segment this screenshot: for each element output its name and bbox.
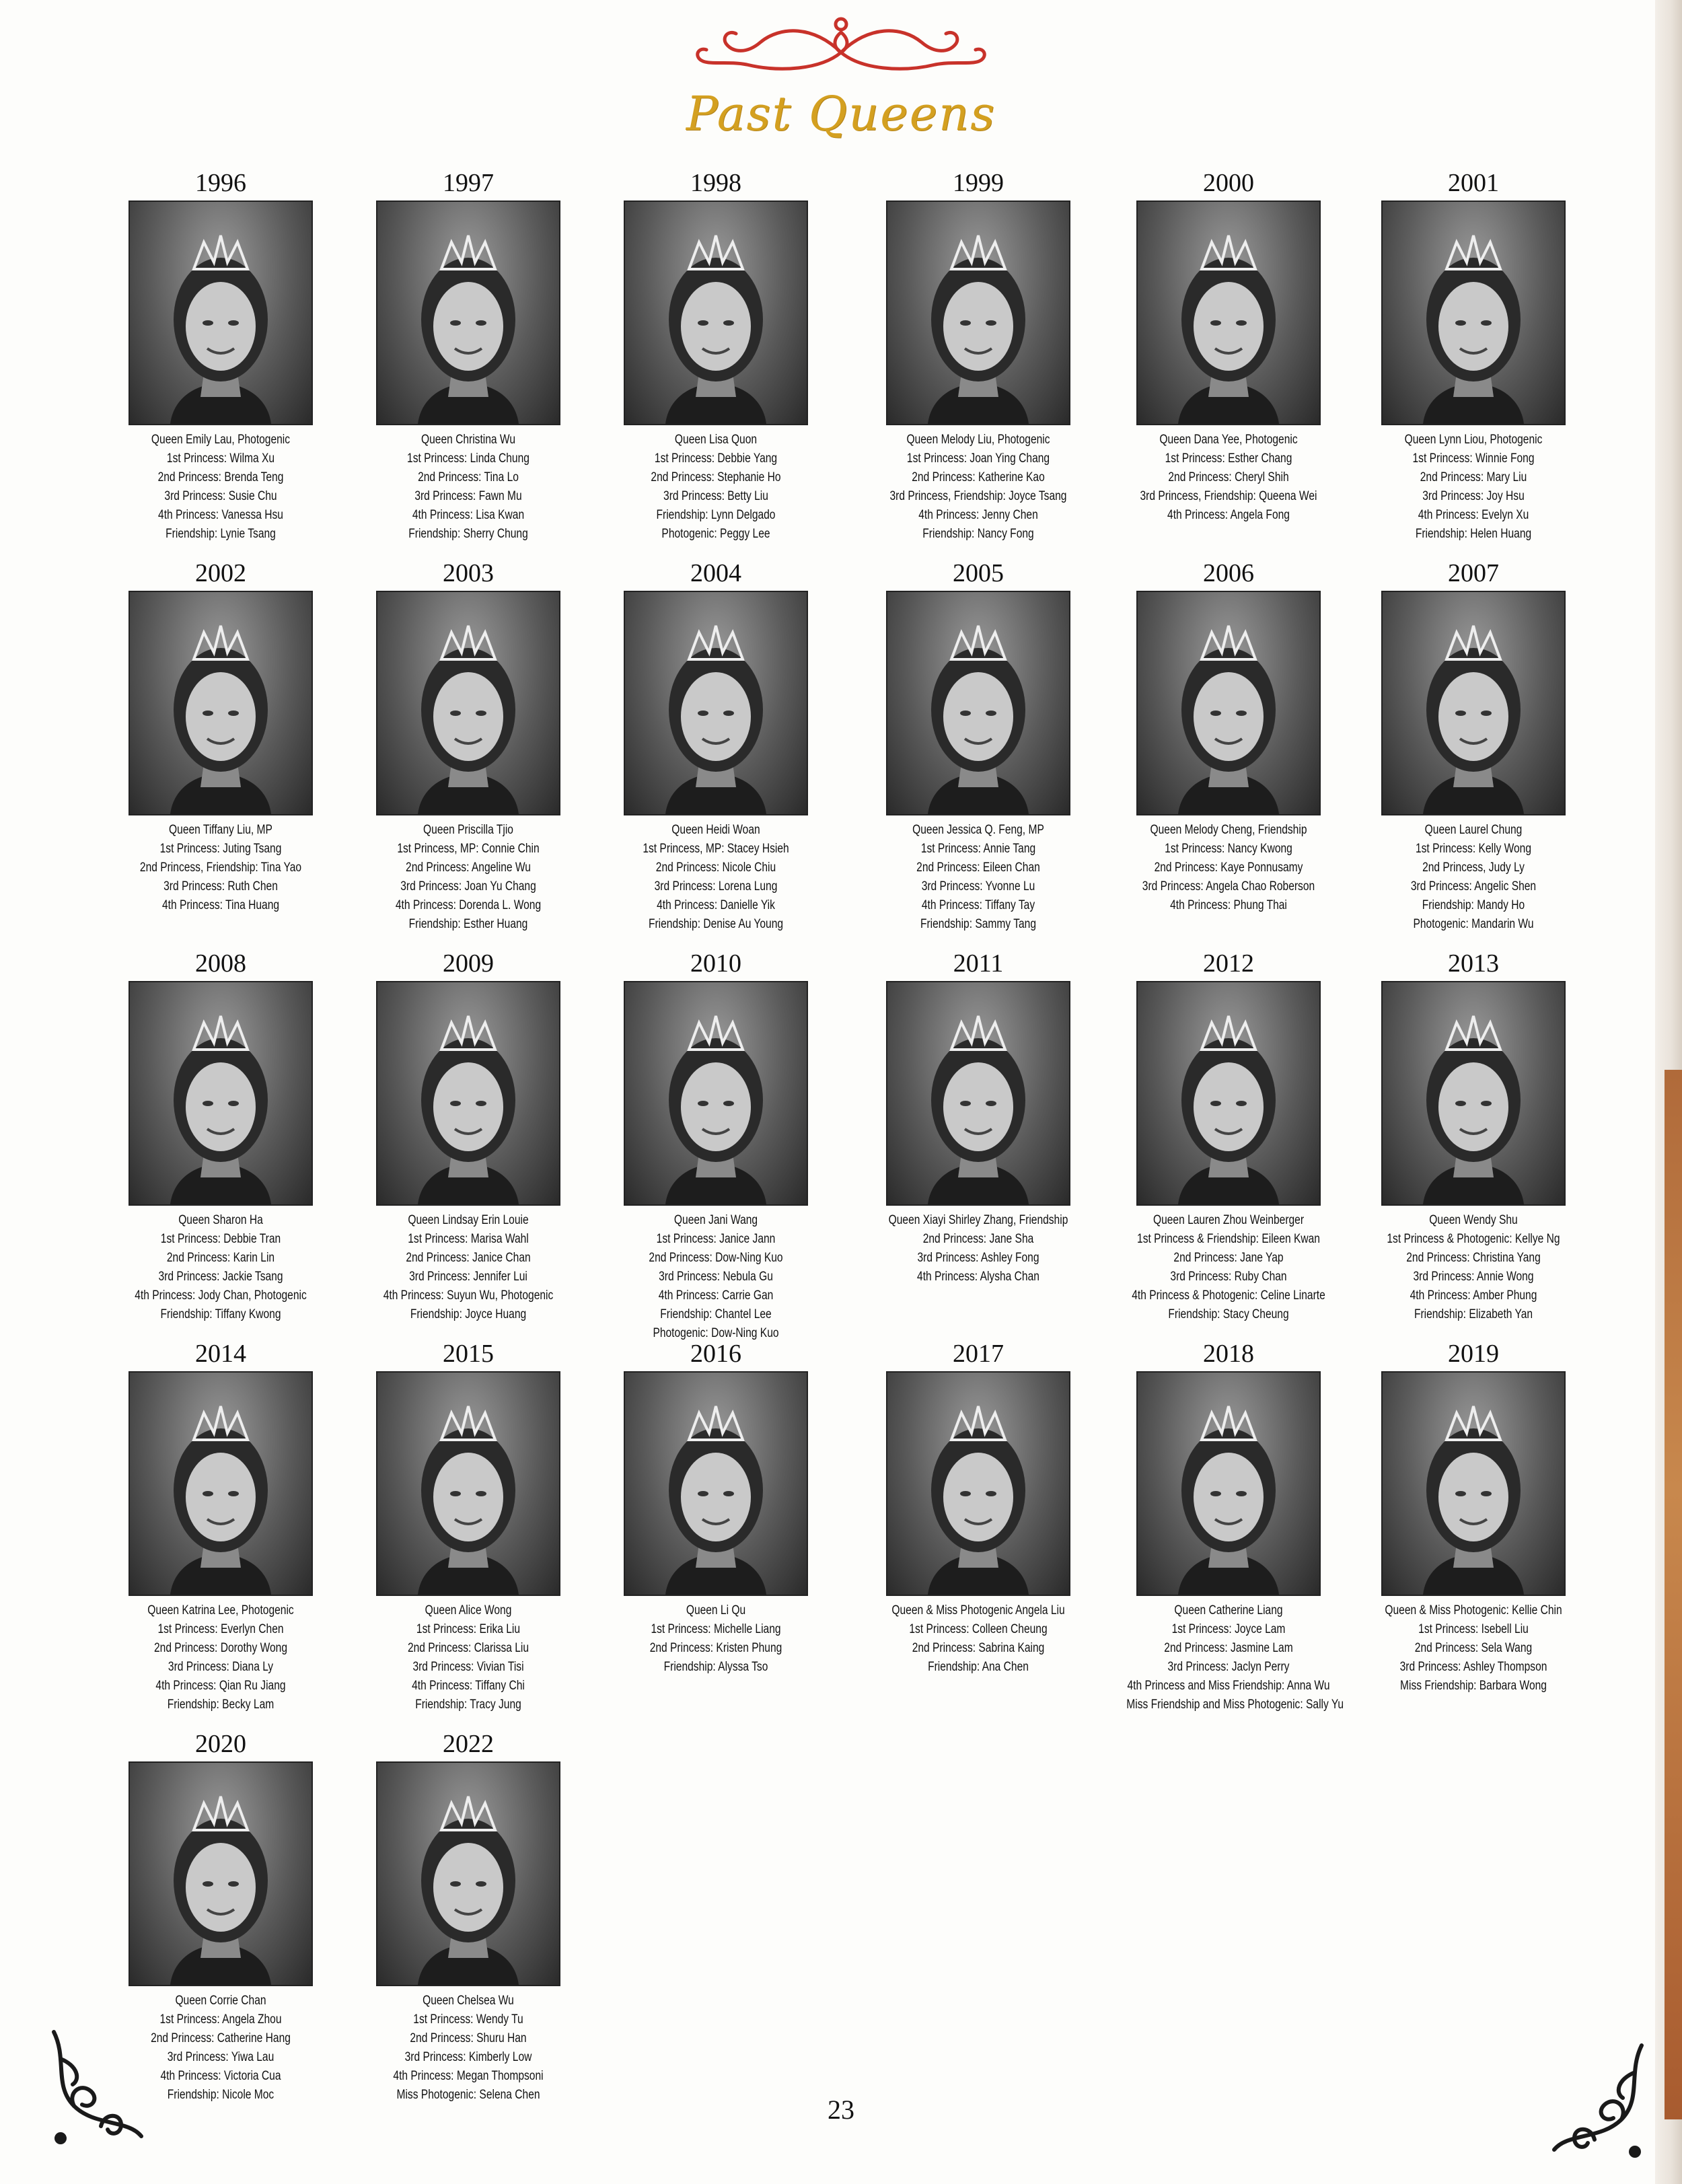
court-member: 4th Princess: Lisa Kwan bbox=[412, 508, 525, 522]
queen-year: 1997 bbox=[443, 169, 494, 197]
court-member: Friendship: Joyce Huang bbox=[410, 1307, 527, 1321]
court-member: Friendship: Becky Lam bbox=[167, 1698, 275, 1712]
court-member: 1st Princess: Everlyn Chen bbox=[157, 1622, 284, 1636]
queen-portrait-photo bbox=[1136, 1371, 1321, 1596]
court-member: Friendship: Nancy Fong bbox=[922, 527, 1034, 541]
court-member: Friendship: Nicole Moc bbox=[167, 2088, 275, 2102]
court-member: 4th Princess: Tiffany Tay bbox=[921, 898, 1035, 912]
court-member: 3rd Princess: Angelic Shen bbox=[1410, 879, 1537, 894]
queen-portrait-photo bbox=[129, 1371, 313, 1596]
queen-card bbox=[591, 558, 840, 934]
queen-portrait-photo bbox=[1381, 591, 1566, 815]
queen-portrait-photo bbox=[376, 591, 560, 815]
court-member: 3rd Princess: Ashley Thompson bbox=[1399, 1660, 1547, 1674]
court-member: 4th Princess: Dorenda L. Wong bbox=[395, 898, 542, 912]
court-member: 2nd Princess: Kristen Phung bbox=[649, 1641, 782, 1655]
queen-year: 2000 bbox=[1203, 169, 1254, 197]
court-member: 1st Princess: Wendy Tu bbox=[413, 2012, 523, 2027]
court-member: 2nd Princess: Katherine Kao bbox=[912, 470, 1045, 484]
court-member: 4th Princess: Qian Ru Jiang bbox=[155, 1679, 286, 1693]
court-member: 1st Princess: Joyce Lam bbox=[1171, 1622, 1286, 1636]
queen-year: 2022 bbox=[443, 1730, 494, 1758]
court-member: 1st Princess: Angela Zhou bbox=[159, 2012, 282, 2027]
court-member: 3rd Princess: Ashley Fong bbox=[917, 1251, 1039, 1265]
queen-card bbox=[96, 1339, 345, 1714]
queen-year: 2012 bbox=[1203, 949, 1254, 978]
court-member: 2nd Princess: Clarissa Liu bbox=[407, 1641, 529, 1655]
queen-card bbox=[96, 949, 345, 1324]
court-member: 3rd Princess: Lorena Lung bbox=[654, 879, 778, 894]
court-member: 1st Princess: Isebell Liu bbox=[1418, 1622, 1529, 1636]
queen-card bbox=[1104, 1339, 1353, 1714]
queen-name: Queen Melody Liu, Photogenic bbox=[906, 433, 1050, 447]
queen-portrait-photo bbox=[376, 201, 560, 425]
queen-name: Queen Heidi Woan bbox=[671, 823, 760, 837]
court-member: 3rd Princess: Nebula Gu bbox=[659, 1270, 773, 1284]
queen-card bbox=[854, 168, 1103, 544]
court-member: 2nd Princess: Jane Sha bbox=[922, 1232, 1034, 1246]
court-member: 4th Princess: Amber Phung bbox=[1410, 1288, 1537, 1303]
court-caption bbox=[614, 1601, 817, 1677]
court-caption bbox=[118, 821, 322, 915]
queen-portrait-photo bbox=[129, 1761, 313, 1986]
court-member: Friendship: Tiffany Kwong bbox=[160, 1307, 281, 1321]
court-member: 1st Princess: Erika Liu bbox=[416, 1622, 521, 1636]
queen-card bbox=[96, 558, 345, 915]
court-member: 2nd Princess: Sela Wang bbox=[1414, 1641, 1533, 1655]
queen-portrait-photo bbox=[886, 1371, 1070, 1596]
court-member: 1st Princess: Winnie Fong bbox=[1412, 451, 1535, 466]
court-member: 2nd Princess: Cheryl Shih bbox=[1168, 470, 1289, 484]
court-member: 4th Princess: Megan Thompsoni bbox=[393, 2069, 544, 2083]
queen-card bbox=[1349, 558, 1598, 934]
queen-name: Queen Li Qu bbox=[686, 1603, 746, 1617]
court-caption bbox=[876, 1601, 1080, 1677]
court-member: 2nd Princess: Jasmine Lam bbox=[1164, 1641, 1293, 1655]
binding-edge bbox=[1655, 0, 1682, 2184]
court-member: 3rd Princess: Fawn Mu bbox=[414, 489, 522, 503]
court-member: 4th Princess: Suyun Wu, Photogenic bbox=[383, 1288, 554, 1303]
court-member: 2nd Princess: Sabrina Kaing bbox=[912, 1641, 1045, 1655]
court-member: 2nd Princess, Friendship: Tina Yao bbox=[139, 861, 302, 875]
queen-year: 2017 bbox=[953, 1340, 1004, 1368]
court-caption bbox=[366, 821, 570, 934]
queen-portrait-photo bbox=[886, 201, 1070, 425]
court-member: 1st Princess, MP: Connie Chin bbox=[397, 842, 540, 856]
court-member: 1st Princess: Debbie Tran bbox=[160, 1232, 281, 1246]
court-member: 4th Princess: Evelyn Xu bbox=[1418, 508, 1529, 522]
court-caption bbox=[366, 1992, 570, 2105]
queen-name: Queen Christina Wu bbox=[420, 433, 515, 447]
queen-portrait-photo bbox=[624, 591, 808, 815]
court-member: 2nd Princess: Catherine Hang bbox=[151, 2031, 291, 2045]
queen-name: Queen Jessica Q. Feng, MP bbox=[912, 823, 1044, 837]
queen-year: 1998 bbox=[690, 169, 741, 197]
queen-year: 1999 bbox=[953, 169, 1004, 197]
court-member: Friendship: Denise Au Young bbox=[648, 917, 784, 931]
queen-card bbox=[344, 949, 593, 1324]
court-member: Friendship: Esther Huang bbox=[408, 917, 528, 931]
court-member: 3rd Princess: Susie Chu bbox=[164, 489, 277, 503]
court-caption bbox=[1371, 431, 1575, 544]
queen-name: Queen Lindsay Erin Louie bbox=[408, 1213, 529, 1227]
queen-card bbox=[1104, 168, 1353, 525]
queen-name: Queen Lynn Liou, Photogenic bbox=[1404, 433, 1543, 447]
court-member: 3rd Princess, Friendship: Joyce Tsang bbox=[889, 489, 1067, 503]
corner-flourish-bottom-left-ornament bbox=[40, 2018, 175, 2153]
queen-card bbox=[344, 1339, 593, 1714]
court-member: 2nd Princess: Janice Chan bbox=[406, 1251, 531, 1265]
court-member: Miss Photogenic: Selena Chen bbox=[396, 2088, 540, 2102]
court-member: 1st Princess: Debbie Yang bbox=[654, 451, 778, 466]
queen-card bbox=[344, 168, 593, 544]
queen-portrait-photo bbox=[376, 1371, 560, 1596]
court-member: 2nd Princess: Stephanie Ho bbox=[651, 470, 781, 484]
queen-portrait-photo bbox=[886, 981, 1070, 1206]
court-member: 1st Princess: Linda Chung bbox=[407, 451, 529, 466]
court-member: 4th Princess: Angela Fong bbox=[1167, 508, 1290, 522]
queen-portrait-photo bbox=[1136, 201, 1321, 425]
queen-name: Queen Corrie Chan bbox=[175, 1994, 266, 2008]
queen-name: Queen Jani Wang bbox=[673, 1213, 758, 1227]
queen-name: Queen Lisa Quon bbox=[674, 433, 758, 447]
court-member: 2nd Princess: Mary Liu bbox=[1420, 470, 1527, 484]
court-member: Miss Friendship: Barbara Wong bbox=[1400, 1679, 1547, 1693]
queen-portrait-photo bbox=[624, 981, 808, 1206]
court-member: Friendship: Lynn Delgado bbox=[656, 508, 776, 522]
queen-portrait-photo bbox=[624, 1371, 808, 1596]
queen-card bbox=[1349, 168, 1598, 544]
queen-name: Queen Emily Lau, Photogenic bbox=[151, 433, 291, 447]
header-flourish-ornament bbox=[680, 12, 1002, 93]
court-member: Photogenic: Peggy Lee bbox=[661, 527, 770, 541]
court-caption bbox=[1371, 821, 1575, 934]
court-member: Friendship: Tracy Jung bbox=[415, 1698, 521, 1712]
court-caption bbox=[1126, 1211, 1330, 1324]
court-member: 4th Princess: Alysha Chan bbox=[917, 1270, 1039, 1284]
court-member: 4th Princess and Miss Friendship: Anna Wu bbox=[1127, 1679, 1330, 1693]
queen-name: Queen & Miss Photogenic: Kellie Chin bbox=[1385, 1603, 1562, 1617]
court-member: 2nd Princess: Kaye Ponnusamy bbox=[1154, 861, 1303, 875]
court-member: 1st Princess: Annie Tang bbox=[920, 842, 1036, 856]
court-caption bbox=[614, 431, 817, 544]
court-member: 1st Princess & Photogenic: Kellye Ng bbox=[1387, 1232, 1560, 1246]
queen-year: 2011 bbox=[953, 949, 1004, 978]
queen-year: 2013 bbox=[1448, 949, 1499, 978]
queen-year: 2018 bbox=[1203, 1340, 1254, 1368]
court-member: 4th Princess: Tina Huang bbox=[161, 898, 280, 912]
queen-name: Queen Chelsea Wu bbox=[423, 1994, 514, 2008]
queen-year: 2007 bbox=[1448, 559, 1499, 587]
court-member: 4th Princess: Danielle Yik bbox=[657, 898, 775, 912]
court-member: 2nd Princess: Nicole Chiu bbox=[655, 861, 776, 875]
court-member: 1st Princess, MP: Stacey Hsieh bbox=[643, 842, 789, 856]
queen-card bbox=[1349, 1339, 1598, 1696]
court-member: 4th Princess & Photogenic: Celine Linarte bbox=[1132, 1288, 1325, 1303]
court-caption bbox=[614, 821, 817, 934]
queen-name: Queen Lauren Zhou Weinberger bbox=[1153, 1213, 1305, 1227]
court-member: Friendship: Ana Chen bbox=[928, 1660, 1029, 1674]
court-member: 3rd Princess: Jackie Tsang bbox=[158, 1270, 283, 1284]
queen-name: Queen & Miss Photogenic Angela Liu bbox=[891, 1603, 1065, 1617]
queen-card bbox=[591, 168, 840, 544]
court-member: Friendship: Helen Huang bbox=[1415, 527, 1532, 541]
queen-portrait-photo bbox=[1381, 1371, 1566, 1596]
court-caption bbox=[1126, 1601, 1344, 1714]
queen-card bbox=[854, 949, 1103, 1286]
court-member: Friendship: Elizabeth Yan bbox=[1414, 1307, 1533, 1321]
court-member: 2nd Princess: Angeline Wu bbox=[406, 861, 531, 875]
queen-card bbox=[344, 558, 593, 934]
queen-portrait-photo bbox=[129, 201, 313, 425]
queen-year: 2020 bbox=[195, 1730, 246, 1758]
queen-card bbox=[1104, 558, 1353, 915]
court-member: 3rd Princess: Joy Hsu bbox=[1422, 489, 1525, 503]
queen-year: 2014 bbox=[195, 1340, 246, 1368]
queen-portrait-photo bbox=[376, 981, 560, 1206]
court-member: 1st Princess: Kelly Wong bbox=[1415, 842, 1532, 856]
queen-year: 2002 bbox=[195, 559, 246, 587]
court-member: 4th Princess: Tiffany Chi bbox=[412, 1679, 525, 1693]
court-member: Friendship: Sammy Tang bbox=[920, 917, 1037, 931]
page-number: 23 bbox=[828, 2095, 854, 2125]
court-member: 3rd Princess: Yvonne Lu bbox=[921, 879, 1035, 894]
queen-name: Queen Katrina Lee, Photogenic bbox=[147, 1603, 294, 1617]
court-member: 2nd Princess: Tina Lo bbox=[418, 470, 519, 484]
queen-name: Queen Sharon Ha bbox=[178, 1213, 263, 1227]
court-member: 1st Princess: Nancy Kwong bbox=[1165, 842, 1292, 856]
court-member: 3rd Princess: Vivian Tisi bbox=[412, 1660, 524, 1674]
court-member: 1st Princess: Marisa Wahl bbox=[408, 1232, 529, 1246]
court-member: Photogenic: Mandarin Wu bbox=[1413, 917, 1534, 931]
court-caption bbox=[366, 1211, 570, 1324]
queen-portrait-photo bbox=[376, 1761, 560, 1986]
queen-portrait-photo bbox=[129, 591, 313, 815]
queen-year: 2006 bbox=[1203, 559, 1254, 587]
court-member: 3rd Princess, Friendship: Queena Wei bbox=[1140, 489, 1317, 503]
court-member: 4th Princess: Vanessa Hsu bbox=[158, 508, 283, 522]
queen-card bbox=[854, 1339, 1103, 1677]
court-caption bbox=[1371, 1601, 1575, 1696]
queen-portrait-photo bbox=[1381, 981, 1566, 1206]
queen-name: Queen Priscilla Tjio bbox=[423, 823, 513, 837]
queen-name: Queen Laurel Chung bbox=[1424, 823, 1523, 837]
queen-year: 2001 bbox=[1448, 169, 1499, 197]
court-member: 2nd Princess: Dow-Ning Kuo bbox=[649, 1251, 783, 1265]
queen-portrait-photo bbox=[624, 201, 808, 425]
queen-card bbox=[591, 1339, 840, 1677]
queen-year: 2008 bbox=[195, 949, 246, 978]
court-member: 3rd Princess: Kimberly Low bbox=[404, 2050, 532, 2064]
court-caption bbox=[1126, 821, 1330, 915]
court-member: 3rd Princess: Betty Liu bbox=[663, 489, 768, 503]
queen-year: 2009 bbox=[443, 949, 494, 978]
queen-year: 2019 bbox=[1448, 1340, 1499, 1368]
court-caption bbox=[876, 431, 1080, 544]
court-member: 4th Princess: Jenny Chen bbox=[918, 508, 1038, 522]
court-member: 2nd Princess: Jane Yap bbox=[1173, 1251, 1284, 1265]
court-member: Miss Friendship and Miss Photogenic: Sally Yu bbox=[1126, 1698, 1344, 1712]
court-caption bbox=[366, 1601, 570, 1714]
queen-portrait-photo bbox=[1136, 981, 1321, 1206]
queen-year: 2016 bbox=[690, 1340, 741, 1368]
court-member: 3rd Princess: Angela Chao Roberson bbox=[1142, 879, 1315, 894]
court-member: 3rd Princess: Diana Ly bbox=[168, 1660, 274, 1674]
court-member: 2nd Princess: Karin Lin bbox=[166, 1251, 275, 1265]
queen-portrait-photo bbox=[129, 981, 313, 1206]
court-member: 2nd Princess: Shuru Han bbox=[410, 2031, 527, 2045]
court-member: 4th Princess: Jody Chan, Photogenic bbox=[135, 1288, 307, 1303]
queen-portrait-photo bbox=[886, 591, 1070, 815]
court-caption bbox=[118, 1601, 322, 1714]
court-member: Friendship: Chantel Lee bbox=[660, 1307, 772, 1321]
queen-card bbox=[854, 558, 1103, 934]
court-caption bbox=[118, 1211, 322, 1324]
court-member: 1st Princess & Friendship: Eileen Kwan bbox=[1137, 1232, 1320, 1246]
queen-card bbox=[1349, 949, 1598, 1324]
court-member: Photogenic: Dow-Ning Kuo bbox=[653, 1326, 779, 1340]
court-caption bbox=[1371, 1211, 1575, 1324]
queen-portrait-photo bbox=[1381, 201, 1566, 425]
court-member: 4th Princess: Victoria Cua bbox=[160, 2069, 281, 2083]
court-member: Friendship: Alyssa Tso bbox=[663, 1660, 768, 1674]
court-member: 1st Princess: Esther Chang bbox=[1165, 451, 1292, 466]
queen-card bbox=[96, 168, 345, 544]
court-member: 3rd Princess: Ruby Chan bbox=[1170, 1270, 1287, 1284]
court-member: Friendship: Sherry Chung bbox=[408, 527, 528, 541]
court-member: 1st Princess: Joan Ying Chang bbox=[906, 451, 1050, 466]
court-member: Friendship: Lynie Tsang bbox=[166, 527, 276, 541]
court-caption bbox=[118, 431, 322, 544]
court-member: 1st Princess: Janice Jann bbox=[656, 1232, 776, 1246]
court-member: 3rd Princess: Yiwa Lau bbox=[167, 2050, 275, 2064]
cover-stripe bbox=[1665, 1070, 1682, 2119]
court-member: 3rd Princess: Annie Wong bbox=[1413, 1270, 1534, 1284]
court-caption bbox=[1126, 431, 1330, 525]
queen-card bbox=[1104, 949, 1353, 1324]
court-member: 4th Princess: Carrie Gan bbox=[658, 1288, 774, 1303]
court-member: 3rd Princess: Jennifer Lui bbox=[409, 1270, 527, 1284]
queen-name: Queen Xiayi Shirley Zhang, Friendship bbox=[888, 1213, 1068, 1227]
queen-card bbox=[344, 1729, 593, 2105]
queen-portrait-photo bbox=[1136, 591, 1321, 815]
queen-card bbox=[591, 949, 840, 1343]
court-member: 1st Princess: Juting Tsang bbox=[159, 842, 282, 856]
queen-year: 2005 bbox=[953, 559, 1004, 587]
court-member: 1st Princess: Michelle Liang bbox=[651, 1622, 781, 1636]
queen-year: 2010 bbox=[690, 949, 741, 978]
court-member: Friendship: Stacy Cheung bbox=[1168, 1307, 1289, 1321]
court-member: 2nd Princess: Eileen Chan bbox=[916, 861, 1040, 875]
court-caption bbox=[614, 1211, 817, 1343]
court-member: 1st Princess: Wilma Xu bbox=[166, 451, 275, 466]
court-member: 3rd Princess: Ruth Chen bbox=[163, 879, 278, 894]
queen-name: Queen Alice Wong bbox=[425, 1603, 512, 1617]
queen-name: Queen Wendy Shu bbox=[1429, 1213, 1518, 1227]
court-member: 3rd Princess: Jaclyn Perry bbox=[1167, 1660, 1290, 1674]
court-member: 2nd Princess, Judy Ly bbox=[1422, 861, 1525, 875]
queen-name: Queen Melody Cheng, Friendship bbox=[1150, 823, 1307, 837]
queen-name: Queen Dana Yee, Photogenic bbox=[1159, 433, 1298, 447]
court-caption bbox=[876, 821, 1080, 934]
page-title: Past Queens bbox=[686, 86, 996, 141]
queen-name: Queen Tiffany Liu, MP bbox=[169, 823, 272, 837]
court-member: 4th Princess: Phung Thai bbox=[1170, 898, 1287, 912]
queen-year: 2015 bbox=[443, 1340, 494, 1368]
queen-year: 2004 bbox=[690, 559, 741, 587]
court-member: 1st Princess: Colleen Cheung bbox=[909, 1622, 1048, 1636]
court-member: 3rd Princess: Joan Yu Chang bbox=[400, 879, 536, 894]
court-member: 2nd Princess: Brenda Teng bbox=[157, 470, 284, 484]
court-member: Friendship: Mandy Ho bbox=[1422, 898, 1525, 912]
court-caption bbox=[366, 431, 570, 544]
queen-year: 2003 bbox=[443, 559, 494, 587]
court-member: 2nd Princess: Dorothy Wong bbox=[153, 1641, 288, 1655]
queen-name: Queen Catherine Liang bbox=[1174, 1603, 1283, 1617]
court-caption bbox=[876, 1211, 1080, 1286]
court-member: 2nd Princess: Christina Yang bbox=[1406, 1251, 1541, 1265]
queen-year: 1996 bbox=[195, 169, 246, 197]
